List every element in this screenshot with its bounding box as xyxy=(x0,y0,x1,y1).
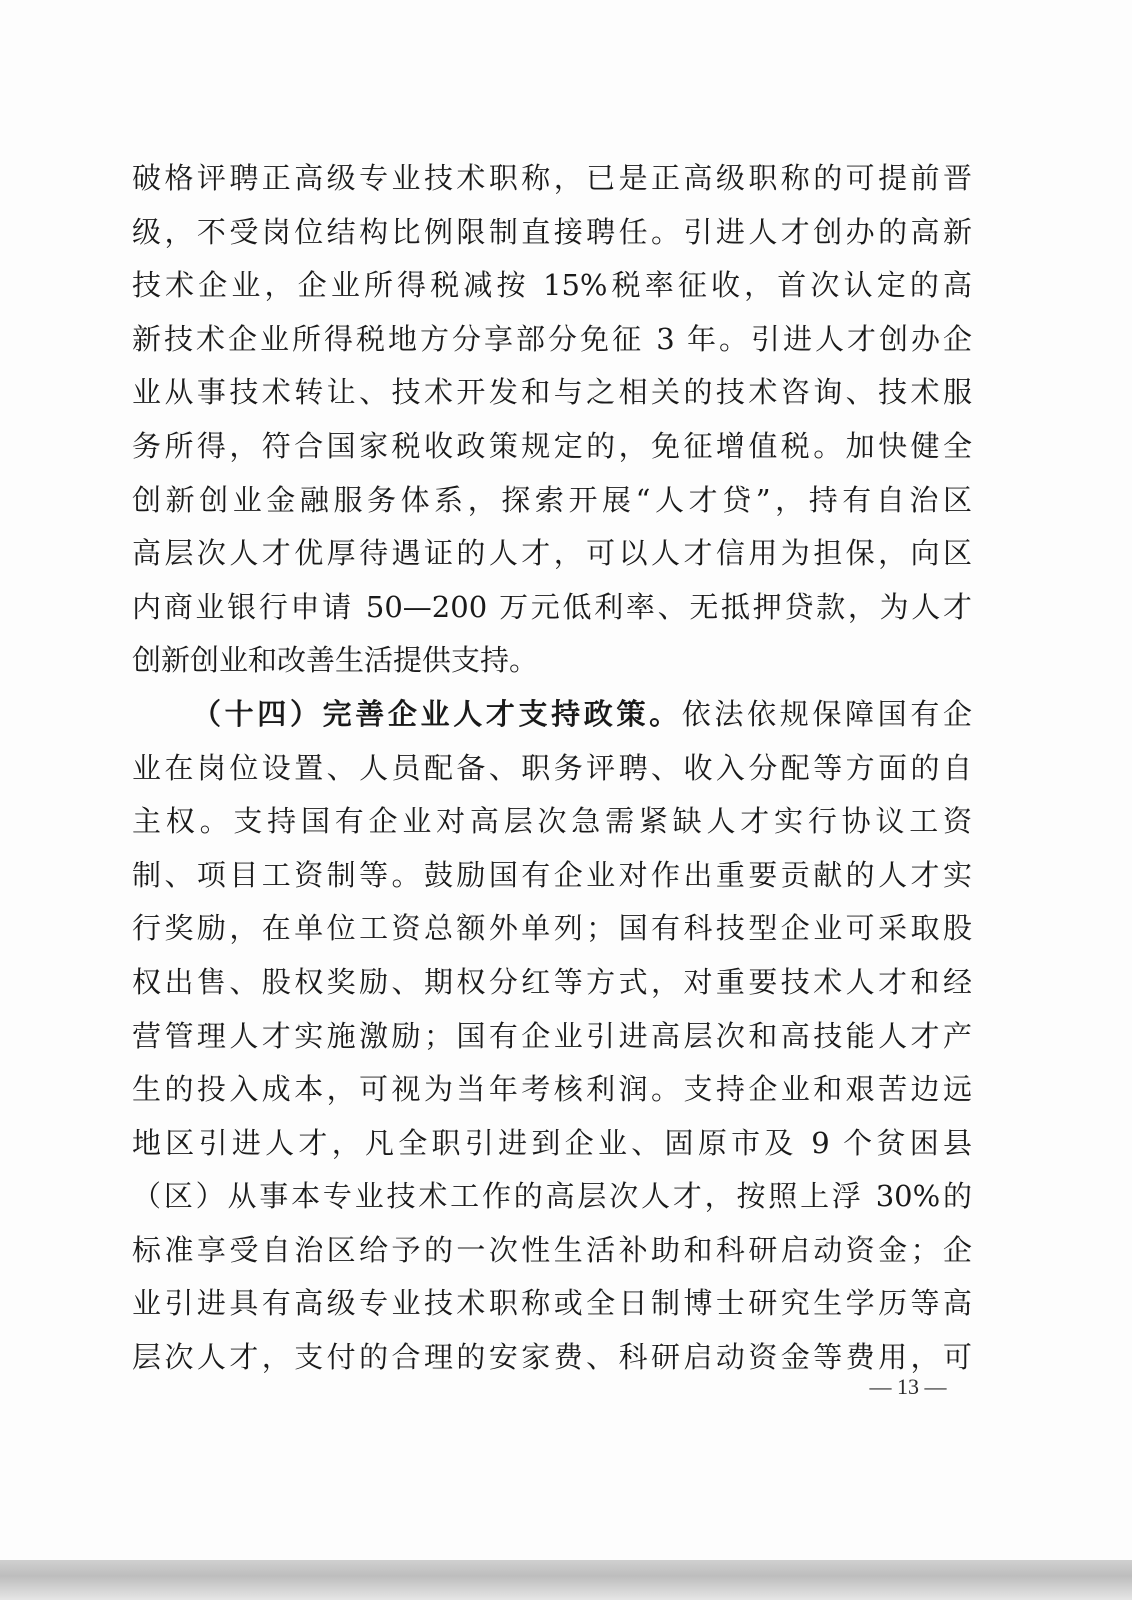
paragraph-line: 主权。支持国有企业对高层次急需紧缺人才实行协议工资 xyxy=(132,804,972,839)
paragraph-line: 制、项目工资制等。鼓励国有企业对作出重要贡献的人才实 xyxy=(132,857,972,892)
page-number: — 13 — xyxy=(869,1374,947,1399)
paragraph-line: 地区引进人才，凡全职引进到企业、固原市及 9 个贫困县 xyxy=(132,1125,972,1160)
paragraph-line: 层次人才，支付的合理的安家费、科研启动资金等费用，可 xyxy=(132,1340,972,1375)
paragraph-line: 高层次人才优厚待遇证的人才，可以人才信用为担保，向区 xyxy=(132,536,972,571)
paragraph-line: 创新创业和改善生活提供支持。 xyxy=(132,643,539,678)
section-heading: （十四）完善企业人才支持政策。 xyxy=(192,696,682,731)
paragraph-line: 创新创业金融服务体系，探索开展“人才贷”，持有自治区 xyxy=(132,482,972,517)
paragraph-line: 务所得，符合国家税收政策规定的，免征增值税。加快健全 xyxy=(132,428,972,463)
paragraph-line: 级，不受岗位结构比例限制直接聘任。引进人才创办的高新 xyxy=(132,214,972,249)
paragraph-line: 新技术企业所得税地方分享部分免征 3 年。引进人才创办企 xyxy=(132,321,972,356)
section-first-line-text: 依法依规保障国有企 xyxy=(681,696,972,731)
section-first-line xyxy=(132,688,972,742)
paragraph-line: （区）从事本专业技术工作的高层次人才，按照上浮 30%的 xyxy=(132,1179,972,1214)
paragraph-line: 业引进具有高级专业技术职称或全日制博士研究生学历等高 xyxy=(132,1286,972,1321)
paragraph-line: 业在岗位设置、人员配备、职务评聘、收入分配等方面的自 xyxy=(132,750,972,785)
paragraph-line: 行奖励，在单位工资总额外单列；国有科技型企业可采取股 xyxy=(132,911,972,946)
scan-bottom-edge xyxy=(0,1560,1132,1600)
paragraph-line: 营管理人才实施激励；国有企业引进高层次和高技能人才产 xyxy=(132,1018,972,1053)
paragraph-line: 标准享受自治区给予的一次性生活补助和科研启动资金；企 xyxy=(132,1232,972,1267)
paragraph-line: 技术企业，企业所得税减按 15%税率征收，首次认定的高 xyxy=(132,268,972,303)
paragraph-line: 业从事技术转让、技术开发和与之相关的技术咨询、技术服 xyxy=(132,375,972,410)
paragraph-line: 内商业银行申请 50—200 万元低利率、无抵押贷款，为人才 xyxy=(132,589,972,624)
body-text xyxy=(132,152,972,1385)
paragraph-line: 生的投入成本，可视为当年考核利润。支持企业和艰苦边远 xyxy=(132,1072,972,1107)
paragraph-line: 破格评聘正高级专业技术职称，已是正高级职称的可提前晋 xyxy=(132,161,972,195)
paragraph-line: 权出售、股权奖励、期权分红等方式，对重要技术人才和经 xyxy=(132,964,972,999)
